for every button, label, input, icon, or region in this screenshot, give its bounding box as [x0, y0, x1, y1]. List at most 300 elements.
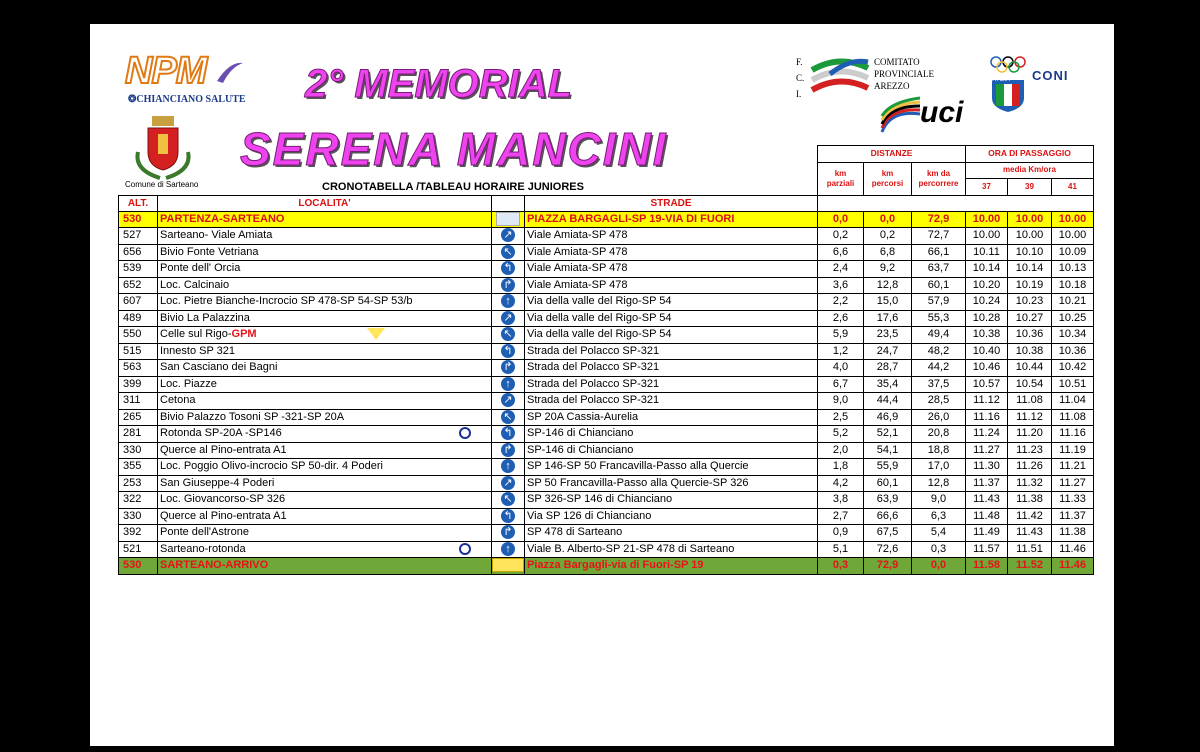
icon-header [492, 195, 525, 211]
time-37-cell: 10.24 [966, 294, 1008, 311]
time-37-cell: 10.46 [966, 360, 1008, 377]
altitude-cell: 330 [119, 508, 158, 525]
strada-cell: Strada del Polacco SP-321 [525, 343, 818, 360]
km-da-percorrere-cell: 57,9 [912, 294, 966, 311]
strada-cell: SP-146 di Chianciano [525, 426, 818, 443]
table-row [119, 327, 1094, 344]
strada-cell: Via della valle del Rigo-SP 54 [525, 294, 818, 311]
fci-letter-f: F. [796, 57, 803, 67]
altitude-cell: 489 [119, 310, 158, 327]
km-da-percorrere-cell: 9,0 [912, 492, 966, 509]
localita-text: Sarteano- Viale Amiata [160, 229, 273, 242]
km-parziali-cell: 0,0 [818, 211, 864, 228]
km-percorsi-cell: 35,4 [864, 376, 912, 393]
localita-cell [158, 327, 492, 344]
strada-cell: SP 146-SP 50 Francavilla-Passo alla Quercie [525, 459, 818, 476]
time-39-cell: 11.51 [1008, 541, 1052, 558]
table-row [119, 376, 1094, 393]
direction-cell [492, 360, 525, 377]
localita-cell [158, 393, 492, 410]
km-da-percorrere-header: km da percorrere [912, 162, 966, 195]
km-parziali-cell: 2,0 [818, 442, 864, 459]
localita-cell [158, 294, 492, 311]
localita-cell [158, 360, 492, 377]
direction-arrow-icon: ↱ [501, 278, 515, 292]
direction-cell [492, 261, 525, 278]
fci-letters [796, 54, 804, 102]
roundabout-icon [459, 543, 471, 555]
header-row-2 [119, 162, 1094, 179]
km-parziali-cell: 2,5 [818, 409, 864, 426]
altitude-cell: 392 [119, 525, 158, 542]
altitude-cell: 607 [119, 294, 158, 311]
km-percorsi-cell: 55,9 [864, 459, 912, 476]
time-41-cell: 11.37 [1052, 508, 1094, 525]
time-41-cell: 10.34 [1052, 327, 1094, 344]
km-da-percorrere-cell: 18,8 [912, 442, 966, 459]
time-37-cell: 10.40 [966, 343, 1008, 360]
km-percorsi-cell: 66,6 [864, 508, 912, 525]
localita-text: Loc. Calcinaio [160, 278, 230, 291]
strada-cell: Viale Amiata-SP 478 [525, 277, 818, 294]
time-41-cell: 10.13 [1052, 261, 1094, 278]
time-39-cell: 10.00 [1008, 211, 1052, 228]
altitude-cell: 530 [119, 211, 158, 228]
localita-cell [158, 508, 492, 525]
km-parziali-cell: 6,7 [818, 376, 864, 393]
table-row [119, 228, 1094, 245]
direction-arrow-icon: ↖ [501, 410, 515, 424]
time-37-cell: 11.43 [966, 492, 1008, 509]
km-percorsi-cell: 15,0 [864, 294, 912, 311]
km-parziali-cell: 2,4 [818, 261, 864, 278]
time-41-cell: 11.19 [1052, 442, 1094, 459]
uci-logo [880, 96, 980, 136]
table-row [119, 541, 1094, 558]
localita-text: Loc. Pietre Bianche-Incrocio SP 478-SP 54-SP 53/b [160, 295, 413, 308]
table-row [119, 409, 1094, 426]
localita-cell [158, 244, 492, 261]
direction-arrow-icon: ↖ [501, 245, 515, 259]
time-41-cell: 10.51 [1052, 376, 1094, 393]
km-percorsi-cell: 54,1 [864, 442, 912, 459]
localita-cell [158, 310, 492, 327]
time-39-cell: 10.00 [1008, 228, 1052, 245]
direction-arrow-icon: ↱ [501, 525, 515, 539]
table-row [119, 459, 1094, 476]
localita-cell [158, 442, 492, 459]
km-percorsi-cell: 28,7 [864, 360, 912, 377]
time-37-cell: 10.14 [966, 261, 1008, 278]
km-da-percorrere-cell: 72,7 [912, 228, 966, 245]
strada-cell: Strada del Polacco SP-321 [525, 376, 818, 393]
speed-41-header: 41 [1052, 179, 1094, 196]
localita-text: Loc. Giovancorso-SP 326 [160, 493, 286, 506]
direction-arrow-icon: ↑ [501, 377, 515, 391]
time-41-cell: 11.27 [1052, 475, 1094, 492]
table-row [119, 442, 1094, 459]
km-percorsi-cell: 6,8 [864, 244, 912, 261]
time-41-cell: 10.00 [1052, 228, 1094, 245]
km-percorsi-cell: 67,5 [864, 525, 912, 542]
km-parziali-cell: 2,7 [818, 508, 864, 525]
time-39-cell: 10.36 [1008, 327, 1052, 344]
localita-text: PARTENZA-SARTEANO [160, 212, 285, 225]
localita-text: Rotonda SP-20A -SP146 [160, 427, 282, 440]
altitude-cell: 330 [119, 442, 158, 459]
km-percorsi-cell: 72,6 [864, 541, 912, 558]
localita-cell [158, 211, 492, 228]
altitude-cell: 399 [119, 376, 158, 393]
fci-name-provinciale: PROVINCIALE [874, 69, 934, 79]
time-41-cell: 11.33 [1052, 492, 1094, 509]
time-41-cell: 10.42 [1052, 360, 1094, 377]
localita-cell [158, 228, 492, 245]
km-parziali-header: km parziali [818, 162, 864, 195]
km-percorsi-cell: 44,4 [864, 393, 912, 410]
subtitle: CRONOTABELLA /TABLEAU HORAIRE JUNIORES [322, 181, 584, 193]
localita-text: Loc. Poggio Olivo-incrocio SP 50-dir. 4 Poderi [160, 460, 383, 473]
direction-cell [492, 327, 525, 344]
time-41-cell: 10.18 [1052, 277, 1094, 294]
localita-text: Innesto SP 321 [160, 344, 236, 357]
altitude-cell: 322 [119, 492, 158, 509]
altitude-cell: 521 [119, 541, 158, 558]
time-39-cell: 11.20 [1008, 426, 1052, 443]
localita-text: Sarteano-rotonda [160, 542, 246, 555]
km-parziali-cell: 5,1 [818, 541, 864, 558]
time-39-cell: 11.42 [1008, 508, 1052, 525]
km-da-percorrere-cell: 0,3 [912, 541, 966, 558]
time-39-cell: 11.38 [1008, 492, 1052, 509]
time-37-cell: 11.49 [966, 525, 1008, 542]
km-parziali-cell: 2,6 [818, 310, 864, 327]
localita-cell [158, 541, 492, 558]
localita-cell [158, 409, 492, 426]
time-39-cell: 10.23 [1008, 294, 1052, 311]
alt-header: ALT. [119, 195, 158, 211]
direction-cell [492, 426, 525, 443]
time-41-cell: 10.00 [1052, 211, 1094, 228]
fci-name-arezzo: AREZZO [874, 81, 910, 91]
time-39-cell: 10.44 [1008, 360, 1052, 377]
direction-arrow-icon: ↰ [501, 509, 515, 523]
km-parziali-cell: 4,0 [818, 360, 864, 377]
altitude-cell: 539 [119, 261, 158, 278]
cronotabella-sheet [90, 24, 1114, 746]
direction-arrow-icon: ↗ [501, 393, 515, 407]
table-row [119, 343, 1094, 360]
localita-text: Bivio Fonte Vetriana [160, 245, 259, 258]
km-percorsi-cell: 12,8 [864, 277, 912, 294]
time-37-cell: 10.11 [966, 244, 1008, 261]
time-41-cell: 11.04 [1052, 393, 1094, 410]
direction-arrow-icon: ↗ [501, 228, 515, 242]
fci-letter-i: I. [796, 89, 802, 99]
gpm-marker-icon [367, 328, 385, 340]
time-39-cell: 11.26 [1008, 459, 1052, 476]
direction-arrow-icon: ↖ [501, 327, 515, 341]
time-39-cell: 10.19 [1008, 277, 1052, 294]
time-37-cell: 10.20 [966, 277, 1008, 294]
km-da-percorrere-cell: 5,4 [912, 525, 966, 542]
roundabout-icon [459, 427, 471, 439]
finish-banner-icon [492, 558, 524, 572]
media-header: media Km/ora [966, 162, 1094, 179]
km-da-percorrere-cell: 48,2 [912, 343, 966, 360]
localita-cell [158, 492, 492, 509]
localita-cell [158, 459, 492, 476]
strada-cell: Viale Amiata-SP 478 [525, 261, 818, 278]
time-39-cell: 11.32 [1008, 475, 1052, 492]
localita-cell [158, 376, 492, 393]
time-41-cell: 10.09 [1052, 244, 1094, 261]
localita-text: Celle sul Rigo- [160, 328, 232, 341]
timetable [118, 145, 1094, 575]
km-da-percorrere-cell: 17,0 [912, 459, 966, 476]
coni-logo [988, 54, 1078, 114]
strada-cell: Viale Amiata-SP 478 [525, 244, 818, 261]
km-da-percorrere-cell: 55,3 [912, 310, 966, 327]
time-39-cell: 10.10 [1008, 244, 1052, 261]
km-parziali-cell: 0,2 [818, 228, 864, 245]
time-41-cell: 11.46 [1052, 558, 1094, 575]
comune-label: Comune di Sarteano [125, 180, 199, 189]
direction-arrow-icon: ↰ [501, 261, 515, 275]
direction-cell [492, 277, 525, 294]
km-percorsi-cell: 0,0 [864, 211, 912, 228]
time-41-cell: 10.25 [1052, 310, 1094, 327]
time-37-cell: 11.12 [966, 393, 1008, 410]
km-da-percorrere-cell: 6,3 [912, 508, 966, 525]
direction-cell [492, 459, 525, 476]
km-percorsi-cell: 9,2 [864, 261, 912, 278]
localita-text: Bivio La Palazzina [160, 311, 250, 324]
olympic-rings-icon [988, 54, 1032, 114]
localita-text: Querce al Pino-entrata A1 [160, 509, 287, 522]
direction-cell [492, 475, 525, 492]
strada-cell: Via SP 126 di Chianciano [525, 508, 818, 525]
localita-cell [158, 475, 492, 492]
direction-cell [492, 244, 525, 261]
strada-cell: Strada del Polacco SP-321 [525, 393, 818, 410]
altitude-cell: 563 [119, 360, 158, 377]
time-37-cell: 11.58 [966, 558, 1008, 575]
strada-cell: SP 50 Francavilla-Passo alla Quercie-SP 326 [525, 475, 818, 492]
start-flag-icon [496, 212, 520, 226]
altitude-cell: 527 [119, 228, 158, 245]
km-da-percorrere-cell: 44,2 [912, 360, 966, 377]
km-parziali-cell: 4,2 [818, 475, 864, 492]
km-parziali-cell: 9,0 [818, 393, 864, 410]
km-parziali-cell: 1,8 [818, 459, 864, 476]
time-39-cell: 10.38 [1008, 343, 1052, 360]
localita-cell [158, 277, 492, 294]
coni-label: CONI [1032, 68, 1069, 83]
altitude-cell: 656 [119, 244, 158, 261]
localita-cell [158, 343, 492, 360]
time-41-cell: 11.46 [1052, 541, 1094, 558]
time-37-cell: 10.57 [966, 376, 1008, 393]
km-da-percorrere-cell: 60,1 [912, 277, 966, 294]
time-37-cell: 10.28 [966, 310, 1008, 327]
km-da-percorrere-cell: 12,8 [912, 475, 966, 492]
sponsor-subtitle-text: CHIANCIANO SALUTE [136, 94, 246, 105]
speed-39-header: 39 [1008, 179, 1052, 196]
strada-cell: PIAZZA BARGAGLI-SP 19-VIA DI FUORI [525, 211, 818, 228]
time-41-cell: 11.38 [1052, 525, 1094, 542]
time-37-cell: 11.57 [966, 541, 1008, 558]
strade-header: STRADE [525, 195, 818, 211]
table-row [119, 508, 1094, 525]
direction-cell [492, 558, 525, 575]
direction-cell [492, 343, 525, 360]
localita-text: San Casciano dei Bagni [160, 361, 278, 374]
km-percorsi-cell: 46,9 [864, 409, 912, 426]
km-da-percorrere-cell: 72,9 [912, 211, 966, 228]
gpm-label: GPM [231, 328, 257, 341]
localita-cell [158, 426, 492, 443]
time-39-cell: 10.54 [1008, 376, 1052, 393]
km-percorsi-cell: 60,1 [864, 475, 912, 492]
direction-arrow-icon: ↖ [501, 492, 515, 506]
table-row [119, 310, 1094, 327]
altitude-cell: 652 [119, 277, 158, 294]
fci-name-comitato: COMITATO [874, 57, 920, 67]
ora-header: ORA DI PASSAGGIO [966, 146, 1094, 163]
km-percorsi-cell: 23,5 [864, 327, 912, 344]
strada-cell: SP 326-SP 146 di Chianciano [525, 492, 818, 509]
table-row [119, 244, 1094, 261]
time-41-cell: 11.21 [1052, 459, 1094, 476]
km-parziali-cell: 1,2 [818, 343, 864, 360]
km-da-percorrere-cell: 0,0 [912, 558, 966, 575]
time-37-cell: 11.37 [966, 475, 1008, 492]
strada-cell: SP 478 di Sarteano [525, 525, 818, 542]
km-parziali-cell: 5,9 [818, 327, 864, 344]
km-parziali-cell: 0,3 [818, 558, 864, 575]
uci-logo-text: uci [920, 96, 964, 129]
direction-cell [492, 409, 525, 426]
km-percorsi-cell: 0,2 [864, 228, 912, 245]
strada-cell: Via della valle del Rigo-SP 54 [525, 310, 818, 327]
sponsor-subtitle: ❂CHIANCIANO SALUTE [128, 94, 246, 105]
localita-text: SARTEANO-ARRIVO [160, 559, 269, 572]
km-da-percorrere-cell: 20,8 [912, 426, 966, 443]
title-line1: 2° MEMORIAL [305, 62, 573, 106]
altitude-cell: 281 [119, 426, 158, 443]
coni-sublabel: ITALIA [992, 77, 1010, 83]
direction-cell [492, 525, 525, 542]
time-37-cell: 10.00 [966, 211, 1008, 228]
table-row [119, 558, 1094, 575]
table-row [119, 492, 1094, 509]
npm-logo [125, 51, 245, 99]
table-row [119, 393, 1094, 410]
direction-cell [492, 310, 525, 327]
km-percorsi-cell: 52,1 [864, 426, 912, 443]
time-37-cell: 11.27 [966, 442, 1008, 459]
time-37-cell: 10.00 [966, 228, 1008, 245]
time-39-cell: 11.12 [1008, 409, 1052, 426]
table-row [119, 211, 1094, 228]
direction-cell [492, 393, 525, 410]
strada-cell: Via della valle del Rigo-SP 54 [525, 327, 818, 344]
blank-header [818, 195, 1094, 211]
altitude-cell: 530 [119, 558, 158, 575]
direction-cell [492, 492, 525, 509]
km-da-percorrere-cell: 26,0 [912, 409, 966, 426]
direction-arrow-icon: ↑ [501, 542, 515, 556]
direction-cell [492, 294, 525, 311]
table-row [119, 294, 1094, 311]
km-da-percorrere-cell: 37,5 [912, 376, 966, 393]
direction-cell [492, 228, 525, 245]
fci-stripes-icon [810, 58, 870, 98]
direction-arrow-icon: ↱ [501, 360, 515, 374]
speed-37-header: 37 [966, 179, 1008, 196]
direction-arrow-icon: ↰ [501, 344, 515, 358]
time-39-cell: 11.43 [1008, 525, 1052, 542]
km-da-percorrere-cell: 63,7 [912, 261, 966, 278]
km-parziali-cell: 6,6 [818, 244, 864, 261]
strada-cell: Viale Amiata-SP 478 [525, 228, 818, 245]
direction-arrow-icon: ↑ [501, 459, 515, 473]
altitude-cell: 355 [119, 459, 158, 476]
time-37-cell: 11.24 [966, 426, 1008, 443]
strada-cell: Piazza Bargagli-via di Fuori-SP 19 [525, 558, 818, 575]
localita-text: Loc. Piazze [160, 377, 217, 390]
localita-text: Ponte dell'Astrone [160, 526, 249, 539]
km-parziali-cell: 3,6 [818, 277, 864, 294]
header-row-1 [119, 146, 1094, 163]
time-37-cell: 11.48 [966, 508, 1008, 525]
column-header-row [119, 195, 1094, 211]
time-37-cell: 11.30 [966, 459, 1008, 476]
km-percorsi-header: km percorsi [864, 162, 912, 195]
km-percorsi-cell: 63,9 [864, 492, 912, 509]
table-row [119, 277, 1094, 294]
direction-arrow-icon: ↰ [501, 426, 515, 440]
altitude-cell: 550 [119, 327, 158, 344]
direction-arrow-icon: ↗ [501, 476, 515, 490]
time-39-cell: 11.23 [1008, 442, 1052, 459]
time-39-cell: 10.14 [1008, 261, 1052, 278]
direction-cell [492, 541, 525, 558]
direction-arrow-icon: ↱ [501, 443, 515, 457]
time-37-cell: 10.38 [966, 327, 1008, 344]
direction-arrow-icon: ↗ [501, 311, 515, 325]
localita-text: Bivio Palazzo Tosoni SP -321-SP 20A [160, 410, 345, 423]
localita-text: Querce al Pino-entrata A1 [160, 443, 287, 456]
time-41-cell: 11.08 [1052, 409, 1094, 426]
time-39-cell: 11.08 [1008, 393, 1052, 410]
table-row [119, 360, 1094, 377]
strada-cell: Viale B. Alberto-SP 21-SP 478 di Sarteano [525, 541, 818, 558]
localita-text: Cetona [160, 394, 196, 407]
fci-names [874, 56, 934, 92]
km-percorsi-cell: 17,6 [864, 310, 912, 327]
km-da-percorrere-cell: 66,1 [912, 244, 966, 261]
altitude-cell: 311 [119, 393, 158, 410]
title-line2: SERENA MANCINI [240, 123, 668, 175]
localita-cell [158, 558, 492, 575]
time-41-cell: 10.36 [1052, 343, 1094, 360]
altitude-cell: 265 [119, 409, 158, 426]
km-parziali-cell: 3,8 [818, 492, 864, 509]
npm-logo-text: NPM [125, 50, 207, 92]
altitude-cell: 253 [119, 475, 158, 492]
